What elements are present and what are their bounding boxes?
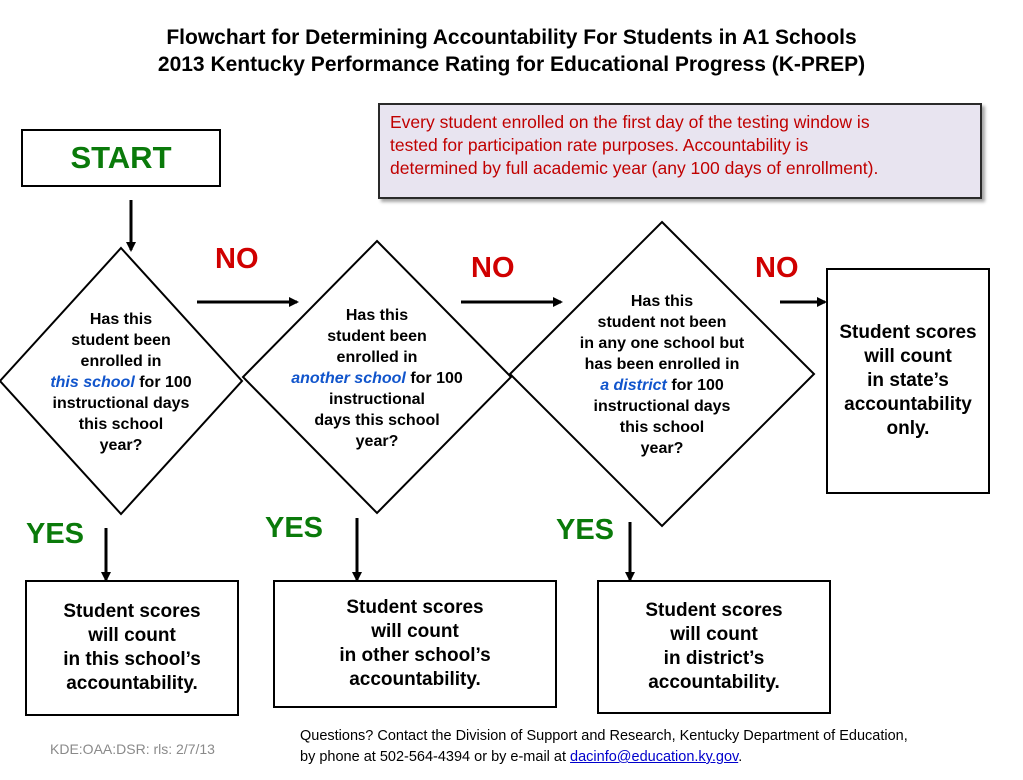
decision-1-emphasis: this school xyxy=(50,374,135,391)
result-state-line: Student scores xyxy=(839,322,977,343)
decision-1-line: Has this xyxy=(89,311,153,328)
page-title: Flowchart for Determining Accountability For Students in A1 Schools xyxy=(166,26,857,49)
decision-2-line: student been xyxy=(327,328,427,345)
result-district-line: will count xyxy=(670,624,758,645)
result-state-line: will count xyxy=(864,346,952,367)
decision-1-line: year? xyxy=(99,437,143,454)
decision-1-line: student been xyxy=(71,332,171,349)
decision-2-emphasis: another school xyxy=(291,370,406,387)
result-state-line: only. xyxy=(886,418,930,439)
decision-1-line: this school xyxy=(78,416,164,433)
result-school-box xyxy=(25,580,239,716)
no-label-2: NO xyxy=(471,252,515,284)
decision-3-line: in any one school but xyxy=(579,335,745,352)
decision-2-line: year? xyxy=(355,433,399,450)
decision-3-line: instructional days xyxy=(593,398,731,415)
note-line-1: Every student enrolled on the first day of the testing window is xyxy=(390,112,870,132)
decision-3-line: student not been xyxy=(597,314,727,331)
result-school-line: Student scores xyxy=(63,601,201,622)
decision-1-line: instructional days xyxy=(52,395,190,412)
footer-code: KDE:OAA:DSR: rls: 2/7/13 xyxy=(50,741,215,757)
note-line-3: determined by full academic year (any 100 days of enrollment). xyxy=(390,158,879,178)
result-district-box xyxy=(597,580,831,714)
decision-2-after: for 100 xyxy=(410,370,463,387)
footer-phone-text: by phone at 502-564-4394 or by e-mail at xyxy=(300,749,571,765)
result-state-line: in state’s xyxy=(867,370,949,391)
result-district-line: in district’s xyxy=(663,648,765,669)
decision-3-line: has been enrolled in xyxy=(584,356,740,373)
no-label-3: NO xyxy=(755,252,799,284)
result-district-line: Student scores xyxy=(645,600,783,621)
decision-3-text xyxy=(552,291,772,459)
decision-2-line: enrolled in xyxy=(336,349,418,366)
decision-3-after: for 100 xyxy=(671,377,724,394)
result-other-school-line: Student scores xyxy=(346,597,484,618)
result-other-school-line: in other school’s xyxy=(339,645,491,666)
note-line-2: tested for participation rate purposes. Accountability is xyxy=(390,135,809,155)
page-subtitle: 2013 Kentucky Performance Rating for Educational Progress (K-PREP) xyxy=(157,53,866,76)
decision-1-text xyxy=(22,309,220,456)
decision-1-emphasis-line xyxy=(22,372,220,393)
decision-2-line: days this school xyxy=(314,412,440,429)
no-label-1: NO xyxy=(215,243,259,275)
decision-2-text xyxy=(265,305,489,452)
decision-3-line: this school xyxy=(619,419,705,436)
footer-contact-line-1: Questions? Contact the Division of Support and Research, Kentucky Department of Education, xyxy=(300,728,908,744)
decision-1-after: for 100 xyxy=(139,374,192,391)
decision-3-line: Has this xyxy=(630,293,694,310)
decision-3-line: year? xyxy=(640,440,684,457)
yes-label-2: YES xyxy=(265,512,324,544)
decision-3-emphasis-line xyxy=(552,375,772,396)
decision-2-line: Has this xyxy=(345,307,409,324)
result-state-box xyxy=(826,268,990,494)
result-state-line: accountability xyxy=(844,394,972,415)
footer-contact xyxy=(300,726,908,768)
decision-1-line: enrolled in xyxy=(80,353,162,370)
decision-3-emphasis: a district xyxy=(600,377,667,394)
decision-2-line: instructional xyxy=(328,391,425,408)
result-other-school-line: accountability. xyxy=(349,669,481,690)
yes-label-1: YES xyxy=(26,518,85,550)
result-district-line: accountability. xyxy=(648,672,780,693)
result-school-line: in this school’s xyxy=(63,649,201,670)
footer-period: . xyxy=(738,749,743,765)
result-school-line: accountability. xyxy=(66,673,198,694)
result-school-line: will count xyxy=(88,625,176,646)
result-other-school-box xyxy=(273,580,557,708)
footer-contact-line-2 xyxy=(300,747,908,768)
decision-2-emphasis-line xyxy=(265,368,489,389)
email-link[interactable]: dacinfo@education.ky.gov xyxy=(570,749,739,765)
result-other-school-line: will count xyxy=(371,621,459,642)
start-box: START xyxy=(21,129,221,187)
yes-label-3: YES xyxy=(556,514,615,546)
